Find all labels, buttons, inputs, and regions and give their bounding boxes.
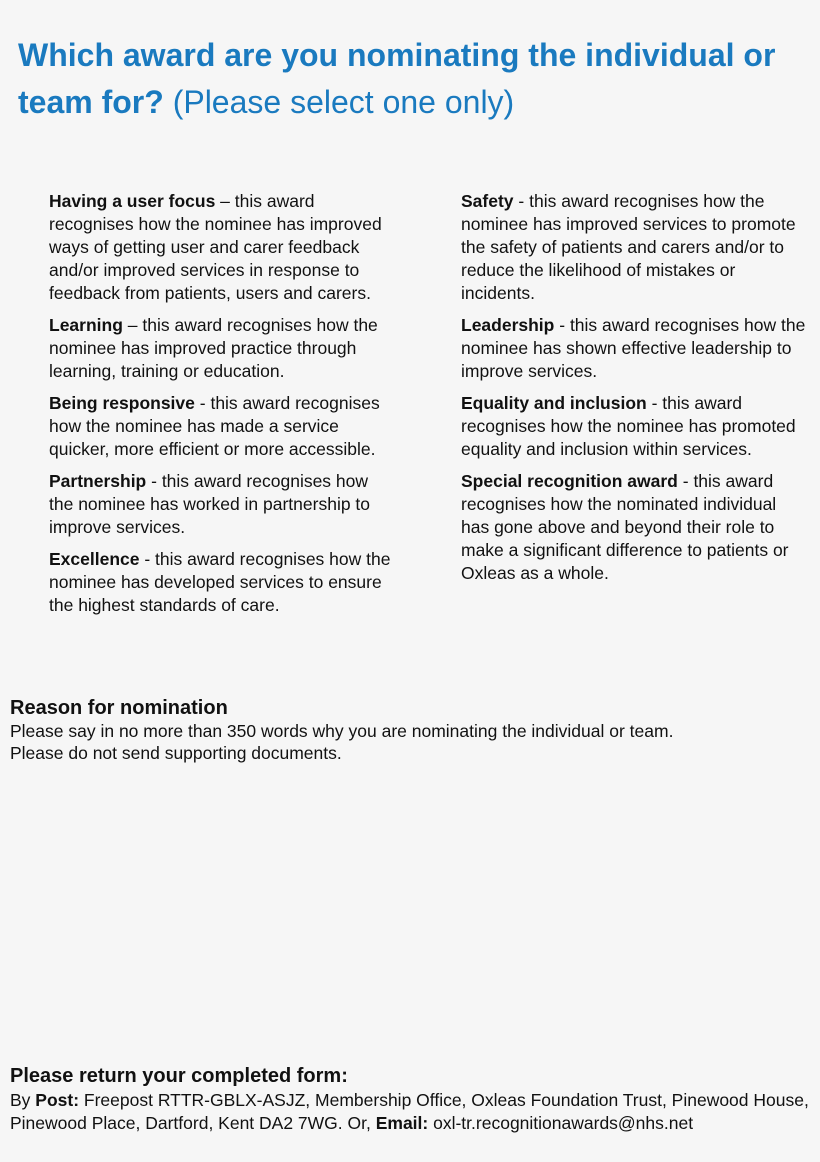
page-heading xyxy=(18,32,808,126)
award-name: Leadership xyxy=(461,315,555,335)
awards-right-column xyxy=(461,190,806,594)
award-separator: – xyxy=(215,191,235,211)
email-label: Email: xyxy=(375,1113,429,1133)
heading-instruction: (Please select one only) xyxy=(172,84,515,120)
award-separator: - xyxy=(646,393,663,413)
award-separator: - xyxy=(554,315,570,335)
post-address: Freepost RTTR-GBLX-ASJZ, Membership Office, Oxleas Foundation Trust, Pinewood House, Pinewood Place, Dartford, Kent DA2 7WG. Or, xyxy=(10,1090,809,1133)
reason-note: Please do not send supporting documents. xyxy=(10,743,342,763)
award-description: this award recognises how the nominee has worked in partnership to improve services. xyxy=(49,471,371,537)
award-name: Partnership xyxy=(49,471,147,491)
post-label: Post: xyxy=(35,1090,80,1110)
award-name: Being responsive xyxy=(49,393,195,413)
award-separator: - xyxy=(194,393,211,413)
award-name: Having a user focus xyxy=(49,191,216,211)
award-separator: - xyxy=(513,191,530,211)
award-name: Special recognition award xyxy=(461,471,678,491)
award-special-recognition xyxy=(461,470,806,585)
award-equality-and-inclusion xyxy=(461,392,806,461)
return-by: By xyxy=(10,1090,36,1110)
return-title: Please return your completed form: xyxy=(10,1065,348,1087)
award-name: Safety xyxy=(461,191,514,211)
award-leadership xyxy=(461,314,806,383)
award-description: this award recognises how the nominee has shown effective leadership to improve services. xyxy=(461,315,806,381)
award-name: Equality and inclusion xyxy=(461,393,647,413)
awards-left-column xyxy=(49,190,394,626)
reason-title: Reason for nomination xyxy=(10,697,228,719)
award-separator: - xyxy=(146,471,162,491)
award-separator: - xyxy=(677,471,694,491)
award-name: Excellence xyxy=(49,549,140,569)
award-description: this award recognises how the nominated individual has gone above and beyond their role to make a significant difference to patients or Oxleas as a whole. xyxy=(461,471,789,583)
award-name: Learning xyxy=(49,315,123,335)
award-description: this award recognises how the nominee has improved ways of getting user and carer feedback and/or improved services in response to feedback from patients, users and carers. xyxy=(49,191,382,303)
heading-question: Which award are you nominating the individual or team for? xyxy=(18,37,776,120)
award-description: this award recognises how the nominee has developed services to ensure the highest standards of care. xyxy=(49,549,391,615)
email-address: oxl-tr.recognitionawards@nhs.net xyxy=(428,1113,694,1133)
award-separator: – xyxy=(122,315,143,335)
award-description: this award recognises how the nominee has promoted equality and inclusion within services. xyxy=(461,393,796,459)
award-excellence xyxy=(49,548,394,617)
award-having-a-user-focus xyxy=(49,190,394,305)
award-description: this award recognises how the nominee has improved practice through learning, training or education. xyxy=(49,315,378,381)
return-details xyxy=(10,1089,815,1135)
award-description: this award recognises how the nominee has made a service quicker, more efficient or more accessible. xyxy=(49,393,380,459)
award-safety xyxy=(461,190,806,305)
return-section xyxy=(10,1064,815,1135)
award-being-responsive xyxy=(49,392,394,461)
award-learning xyxy=(49,314,394,383)
award-description: this award recognises how the nominee has improved services to promote the safety of patients and carers and/or to reduce the likelihood of mistakes or incidents. xyxy=(461,191,796,303)
reason-section xyxy=(10,696,810,764)
award-partnership xyxy=(49,470,394,539)
award-separator: - xyxy=(139,549,156,569)
reason-instruction: Please say in no more than 350 words why you are nominating the individual or team. xyxy=(10,721,674,741)
